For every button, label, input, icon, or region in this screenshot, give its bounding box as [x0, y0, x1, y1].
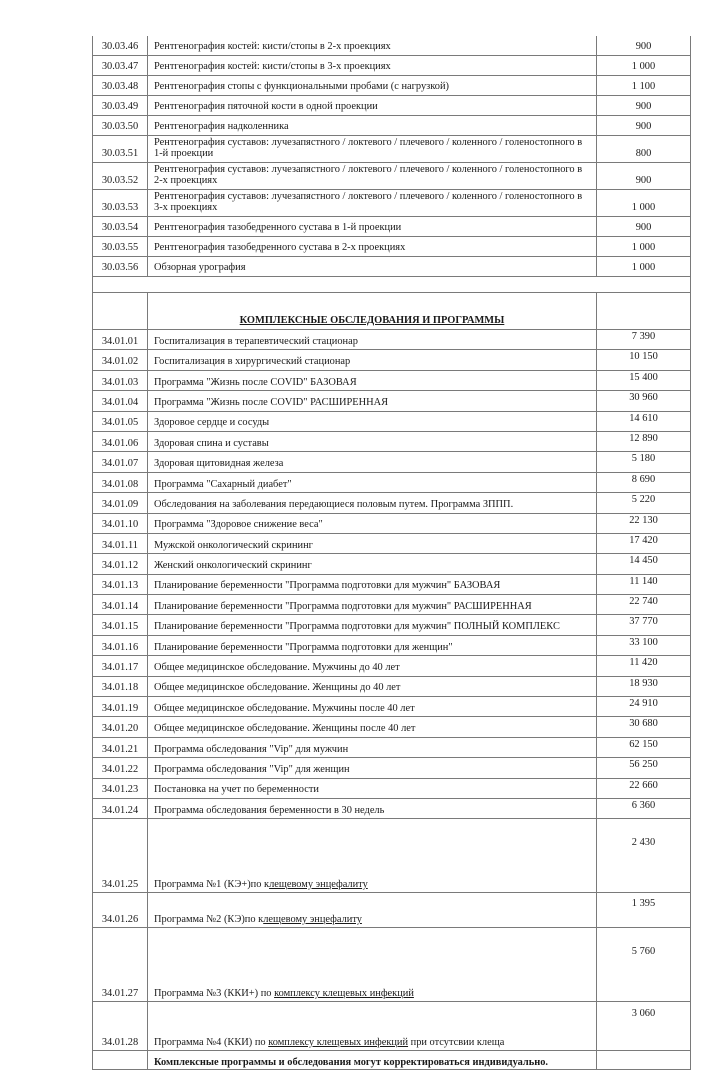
price-list-page: [92, 36, 690, 1070]
service-name: Планирование беременности "Программа подготовки для мужчин" ПОЛНЫЙ КОМПЛЕКС: [148, 615, 597, 635]
table-row: [93, 391, 691, 411]
service-name-underlined: комплексу клещевых инфекций: [268, 1036, 409, 1048]
table-row: [93, 257, 691, 277]
service-code: 34.01.26: [93, 893, 148, 928]
table-row: [93, 136, 691, 163]
service-name: Общее медицинское обследование. Женщины до 40 лет: [148, 676, 597, 696]
service-code: 34.01.21: [93, 737, 148, 757]
table-row: [93, 928, 691, 1002]
service-price: 22 130: [597, 513, 691, 533]
service-code: 34.01.08: [93, 472, 148, 492]
service-price: 11 140: [597, 574, 691, 594]
service-code: 34.01.20: [93, 717, 148, 737]
service-price: 56 250: [597, 758, 691, 778]
service-name: Мужской онкологический скрининг: [148, 533, 597, 553]
service-price: 62 150: [597, 737, 691, 757]
blank-cell: [597, 1051, 691, 1070]
table-row: [93, 737, 691, 757]
section-header-row: [93, 293, 691, 330]
table-row: [93, 717, 691, 737]
service-code: 30.03.48: [93, 76, 148, 96]
service-name-underlined: лещевому энцефалиту: [269, 878, 368, 890]
service-code: 34.01.28: [93, 1002, 148, 1051]
service-name-part: Программа №3 (ККИ+) по: [154, 987, 275, 999]
service-name: Планирование беременности "Программа подготовки для мужчин" БАЗОВАЯ: [148, 574, 597, 594]
footer-note: Комплексные программы и обследования могут корректироваться индивидуально.: [148, 1051, 597, 1070]
table-row: [93, 758, 691, 778]
service-code: 34.01.22: [93, 758, 148, 778]
service-price: 37 770: [597, 615, 691, 635]
service-code: 30.03.56: [93, 257, 148, 277]
table-row: [93, 350, 691, 370]
service-code: 34.01.06: [93, 431, 148, 451]
service-price: 7 390: [597, 330, 691, 350]
service-code: 30.03.49: [93, 96, 148, 116]
service-name: Госпитализация в терапевтический стационар: [148, 330, 597, 350]
table-row: [93, 36, 691, 56]
service-name: [148, 893, 597, 928]
service-name: Рентгенография костей: кисти/стопы в 2-х проекциях: [148, 36, 597, 56]
service-price: 5 220: [597, 493, 691, 513]
table-row: [93, 697, 691, 717]
service-code: 30.03.53: [93, 190, 148, 217]
service-code: 34.01.05: [93, 411, 148, 431]
service-price: 18 930: [597, 676, 691, 696]
service-price: 3 060: [597, 1002, 691, 1051]
table-row: [93, 163, 691, 190]
service-code: 34.01.25: [93, 819, 148, 893]
service-name: Рентгенография тазобедренного сустава в 2-х проекциях: [148, 237, 597, 257]
service-name: Общее медицинское обследование. Мужчины до 40 лет: [148, 656, 597, 676]
table-row: [93, 513, 691, 533]
service-name: Постановка на учет по беременности: [148, 778, 597, 798]
service-code: 34.01.09: [93, 493, 148, 513]
service-code: 34.01.23: [93, 778, 148, 798]
service-price: 1 395: [597, 893, 691, 928]
service-name-underlined: комплексу клещевых инфекций: [274, 987, 414, 999]
service-name: Программа "Сахарный диабет": [148, 472, 597, 492]
service-name: Программа обследования беременности в 30 недель: [148, 798, 597, 818]
section-title: КОМПЛЕКСНЫЕ ОБСЛЕДОВАНИЯ И ПРОГРАММЫ: [148, 293, 597, 330]
service-price: 24 910: [597, 697, 691, 717]
service-price: 8 690: [597, 472, 691, 492]
table-row: [93, 96, 691, 116]
service-price: 900: [597, 36, 691, 56]
table-row: [93, 554, 691, 574]
table-row: [93, 819, 691, 893]
service-name-part: Программа №2 (КЭ)по к: [154, 913, 264, 925]
service-price: 22 660: [597, 778, 691, 798]
service-code: 30.03.55: [93, 237, 148, 257]
service-name: Планирование беременности "Программа подготовки для женщин": [148, 635, 597, 655]
table-row: [93, 615, 691, 635]
service-price: 1 000: [597, 237, 691, 257]
service-price: 900: [597, 163, 691, 190]
table-row: [93, 56, 691, 76]
table-row: [93, 778, 691, 798]
service-name: [148, 1002, 597, 1051]
service-name-part: Программа №4 (ККИ) по: [154, 1036, 269, 1048]
service-name: Рентгенография костей: кисти/стопы в 3-х проекциях: [148, 56, 597, 76]
blank-row: [93, 277, 691, 293]
service-price: 30 680: [597, 717, 691, 737]
service-name-underlined: лещевому энцефалиту: [263, 913, 362, 925]
service-name: Рентгенография стопы с функциональными пробами (с нагрузкой): [148, 76, 597, 96]
table-row: [93, 431, 691, 451]
blank-cell: [93, 293, 148, 330]
service-price: 6 360: [597, 798, 691, 818]
service-price: 2 430: [597, 819, 691, 893]
service-name: Обследования на заболевания передающиеся половым путем. Программа ЗППП.: [148, 493, 597, 513]
service-price: 1 100: [597, 76, 691, 96]
service-price: 12 890: [597, 431, 691, 451]
table-row: [93, 656, 691, 676]
table-row: [93, 330, 691, 350]
table-row: [93, 452, 691, 472]
service-price: 5 760: [597, 928, 691, 1002]
service-name: Рентгенография тазобедренного сустава в 1-й проекции: [148, 217, 597, 237]
service-name: Рентгенография пяточной кости в одной проекции: [148, 96, 597, 116]
service-name: Общее медицинское обследование. Мужчины после 40 лет: [148, 697, 597, 717]
table-row: [93, 493, 691, 513]
service-price: 900: [597, 217, 691, 237]
table-row: [93, 798, 691, 818]
service-price: 10 150: [597, 350, 691, 370]
service-name-part: при отсутсвии клеща: [408, 1036, 505, 1048]
footer-note-row: [93, 1051, 691, 1070]
table-row: [93, 76, 691, 96]
service-code: 30.03.54: [93, 217, 148, 237]
service-code: 30.03.51: [93, 136, 148, 163]
service-price: 800: [597, 136, 691, 163]
service-code: 34.01.19: [93, 697, 148, 717]
service-code: 34.01.16: [93, 635, 148, 655]
service-price: 22 740: [597, 595, 691, 615]
table-row: [93, 574, 691, 594]
service-name: Рентгенография суставов: лучезапястного / локтевого / плечевого / коленного / голеностопного в 3-х проекциях: [148, 190, 597, 217]
service-name: Программа "Жизнь после COVID" БАЗОВАЯ: [148, 370, 597, 390]
service-price: 900: [597, 96, 691, 116]
service-name: Программа "Жизнь после COVID" РАСШИРЕННАЯ: [148, 391, 597, 411]
service-code: 30.03.46: [93, 36, 148, 56]
table-row: [93, 116, 691, 136]
service-name: Здоровая спина и суставы: [148, 431, 597, 451]
service-name: Женский онкологический скрининг: [148, 554, 597, 574]
table-row: [93, 893, 691, 928]
service-code: 34.01.02: [93, 350, 148, 370]
service-name: Рентгенография надколенника: [148, 116, 597, 136]
table-row: [93, 472, 691, 492]
service-name: Планирование беременности "Программа подготовки для мужчин" РАСШИРЕННАЯ: [148, 595, 597, 615]
service-code: 34.01.10: [93, 513, 148, 533]
service-name: Общее медицинское обследование. Женщины после 40 лет: [148, 717, 597, 737]
table-row: [93, 595, 691, 615]
table-row: [93, 1002, 691, 1051]
service-price: 17 420: [597, 533, 691, 553]
service-price: 30 960: [597, 391, 691, 411]
service-code: 30.03.52: [93, 163, 148, 190]
table-row: [93, 676, 691, 696]
blank-cell: [597, 293, 691, 330]
service-name: Программа обследования "Vip" для женщин: [148, 758, 597, 778]
service-code: 34.01.18: [93, 676, 148, 696]
table-row: [93, 237, 691, 257]
service-code: 34.01.01: [93, 330, 148, 350]
service-name: [148, 928, 597, 1002]
service-name: Рентгенография суставов: лучезапястного / локтевого / плечевого / коленного / голеностопного в 1-й проекции: [148, 136, 597, 163]
service-code: 30.03.50: [93, 116, 148, 136]
service-name: Программа "Здоровое снижение веса": [148, 513, 597, 533]
blank-cell: [93, 1051, 148, 1070]
service-code: 34.01.03: [93, 370, 148, 390]
table-row: [93, 533, 691, 553]
table-row: [93, 190, 691, 217]
service-price: 5 180: [597, 452, 691, 472]
service-code: 34.01.11: [93, 533, 148, 553]
service-price: 14 450: [597, 554, 691, 574]
service-name: Программа обследования "Vip" для мужчин: [148, 737, 597, 757]
service-code: 34.01.17: [93, 656, 148, 676]
service-price: 1 000: [597, 190, 691, 217]
service-code: 30.03.47: [93, 56, 148, 76]
table-row: [93, 370, 691, 390]
service-price: 1 000: [597, 257, 691, 277]
service-name: Обзорная урография: [148, 257, 597, 277]
service-name-part: Программа №1 (КЭ+)по к: [154, 878, 270, 890]
service-name: Госпитализация в хирургический стационар: [148, 350, 597, 370]
service-price: 14 610: [597, 411, 691, 431]
table-row: [93, 411, 691, 431]
service-name: [148, 819, 597, 893]
service-name: Рентгенография суставов: лучезапястного / локтевого / плечевого / коленного / голеностопного в 2-х проекциях: [148, 163, 597, 190]
service-code: 34.01.14: [93, 595, 148, 615]
service-price: 900: [597, 116, 691, 136]
service-code: 34.01.15: [93, 615, 148, 635]
service-price: 1 000: [597, 56, 691, 76]
service-code: 34.01.12: [93, 554, 148, 574]
service-code: 34.01.13: [93, 574, 148, 594]
service-name: Здоровое сердце и сосуды: [148, 411, 597, 431]
service-price: 15 400: [597, 370, 691, 390]
blank-cell: [93, 277, 691, 293]
service-code: 34.01.04: [93, 391, 148, 411]
service-code: 34.01.07: [93, 452, 148, 472]
table-row: [93, 635, 691, 655]
service-price: 11 420: [597, 656, 691, 676]
price-table: [92, 36, 691, 1070]
service-price: 33 100: [597, 635, 691, 655]
service-code: 34.01.24: [93, 798, 148, 818]
service-name: Здоровая щитовидная железа: [148, 452, 597, 472]
table-row: [93, 217, 691, 237]
service-code: 34.01.27: [93, 928, 148, 1002]
